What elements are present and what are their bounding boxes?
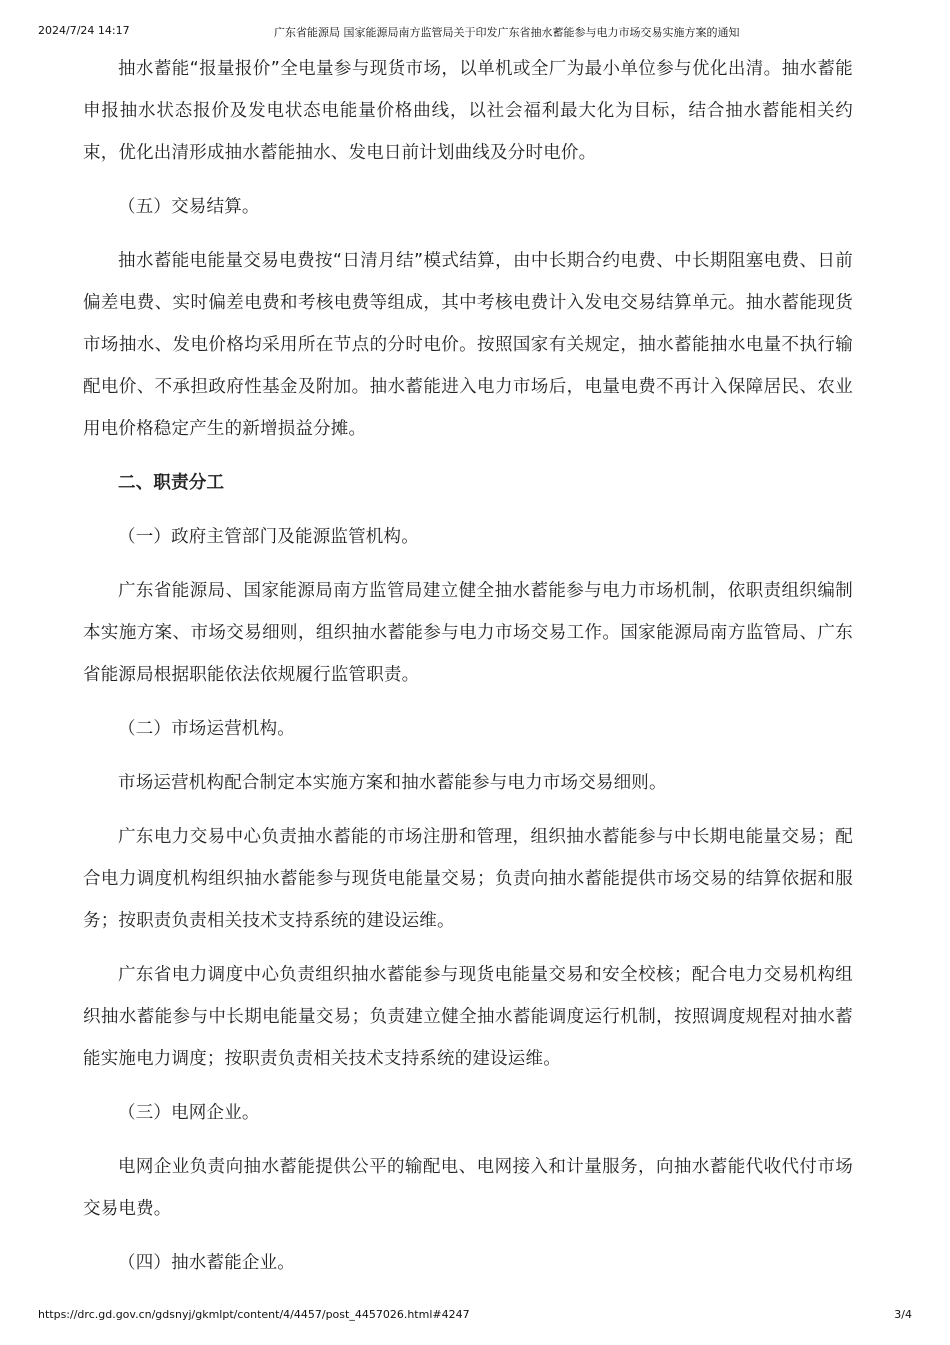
- page-url: https://drc.gd.gov.cn/gdsnyj/gkmlpt/content/4/4457/post_4457026.html#4247: [38, 1308, 470, 1321]
- document-body: [83, 48, 853, 1284]
- subheading-government: （一）政府主管部门及能源监管机构。: [118, 527, 419, 547]
- paragraph-government: 广东省能源局、国家能源局南方监管局建立健全抽水蓄能参与电力市场机制，依职责组织编制本实施方案、市场交易细则，组织抽水蓄能参与电力市场交易工作。国家能源局南方监管局、广东省能源局根据职能依法依规履行监管职责。: [83, 581, 853, 685]
- subheading-grid-enterprises: （三）电网企业。: [118, 1103, 260, 1123]
- paragraph-spot-market-bidding: 抽水蓄能“报量报价”全电量参与现货市场，以单机或全厂为最小单位参与优化出清。抽水蓄能申报抽水状态报价及发电状态电能量价格曲线，以社会福利最大化为目标，结合抽水蓄能相关约束，优化出清形成抽水蓄能抽水、发电日前计划曲线及分时电价。: [83, 59, 853, 163]
- paragraph-market-operators: 市场运营机构配合制定本实施方案和抽水蓄能参与电力市场交易细则。: [118, 773, 667, 793]
- document-title: 广东省能源局 国家能源局南方监管局关于印发广东省抽水蓄能参与电力市场交易实施方案的通知: [274, 26, 740, 39]
- page-number: 3/4: [894, 1308, 912, 1321]
- paragraph-settlement: 抽水蓄能电能量交易电费按“日清月结”模式结算，由中长期合约电费、中长期阻塞电费、日前偏差电费、实时偏差电费和考核电费等组成，其中考核电费计入发电交易结算单元。抽水蓄能现货市场抽水、发电价格均采用所在节点的分时电价。按照国家有关规定，抽水蓄能抽水电量不执行输配电价、不承担政府性基金及附加。抽水蓄能进入电力市场后，电量电费不再计入保障居民、农业用电价格稳定产生的新增损益分摊。: [83, 251, 853, 439]
- subheading-storage-enterprises: （四）抽水蓄能企业。: [118, 1253, 295, 1273]
- print-datetime: 2024/7/24 14:17: [38, 24, 130, 37]
- subheading-market-operators: （二）市场运营机构。: [118, 719, 295, 739]
- subheading-settlement: （五）交易结算。: [118, 197, 260, 217]
- paragraph-dispatch-center: 广东省电力调度中心负责组织抽水蓄能参与现货电能量交易和安全校核；配合电力交易机构组织抽水蓄能参与中长期电能量交易；负责建立健全抽水蓄能调度运行机制，按照调度规程对抽水蓄能实施电力调度；按职责负责相关技术支持系统的建设运维。: [83, 965, 853, 1069]
- paragraph-trading-center: 广东电力交易中心负责抽水蓄能的市场注册和管理，组织抽水蓄能参与中长期电能量交易；配合电力调度机构组织抽水蓄能参与现货电能量交易；负责向抽水蓄能提供市场交易的结算依据和服务；按职责负责相关技术支持系统的建设运维。: [83, 827, 853, 931]
- paragraph-grid-enterprises: 电网企业负责向抽水蓄能提供公平的输配电、电网接入和计量服务，向抽水蓄能代收代付市场交易电费。: [83, 1157, 853, 1219]
- section-heading-responsibilities: 二、职责分工: [118, 473, 225, 493]
